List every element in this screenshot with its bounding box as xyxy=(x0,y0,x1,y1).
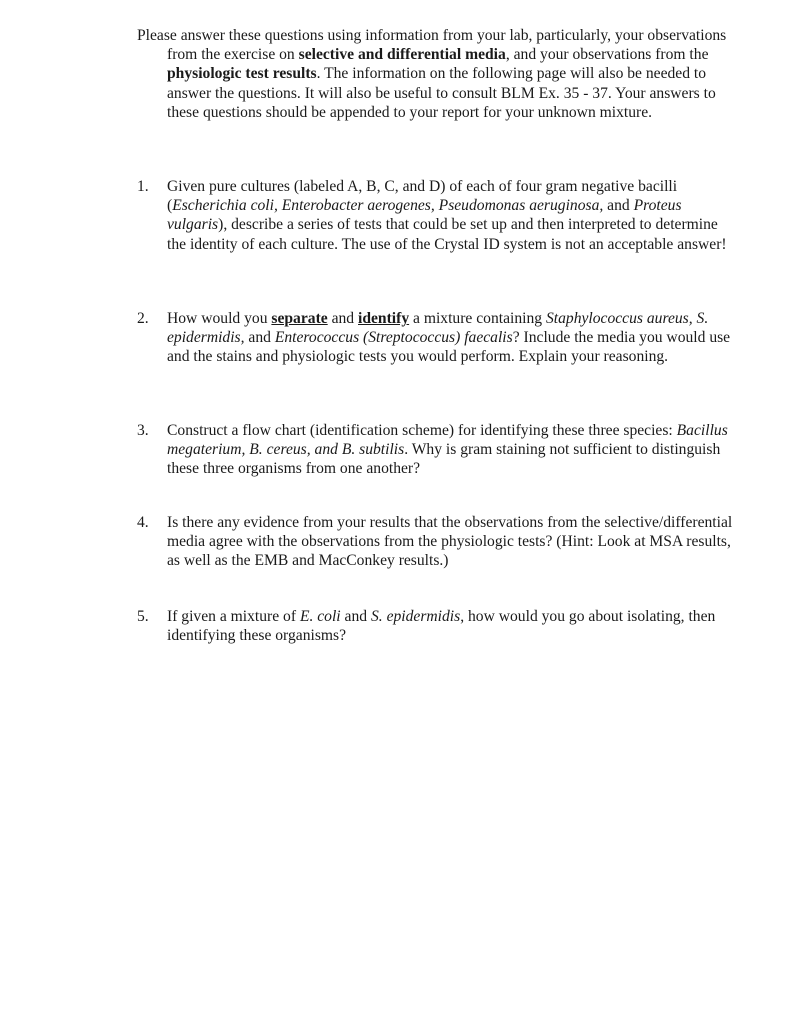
question-text-part: , how would you go about isolating, then identifying these organisms? xyxy=(167,608,716,645)
question-text-part: ), describe a series of tests that could be set up and then interpreted to determine the identity of each culture. The use of the Crystal ID system is not an acceptable answer! xyxy=(167,216,727,253)
question-text-part: . Why is gram staining not sufficient to distinguish these three organisms from one another? xyxy=(167,441,721,478)
question-number: 3. xyxy=(137,422,149,439)
intro-bold-selective-media: selective and differential media xyxy=(298,46,506,64)
question-text xyxy=(167,421,737,479)
question-text xyxy=(167,607,737,645)
intro-bold-physiologic-results: physiologic test results xyxy=(167,65,317,83)
question-text-part: How would you xyxy=(167,310,272,327)
question-number: 1. xyxy=(137,178,149,195)
question-text-part: and xyxy=(327,310,358,327)
organism-name: S. epidermidis xyxy=(370,608,461,625)
question-text-part: If given a mixture of xyxy=(167,608,300,625)
question-number: 2. xyxy=(137,310,149,327)
question-text xyxy=(167,513,737,571)
question-4 xyxy=(137,513,737,571)
intro-text-2: , and your observations from the xyxy=(505,46,709,64)
organism-name: Proteus vulgaris xyxy=(167,197,682,234)
question-text-part: and xyxy=(244,329,275,347)
organism-name: Enterococcus (Streptococcus) faecalis xyxy=(274,329,513,347)
intro-text-1: Please answer these questions using information from your lab, particularly, your observations from the exercise on xyxy=(137,27,727,64)
question-5 xyxy=(137,607,737,645)
question-text xyxy=(167,177,737,254)
question-text xyxy=(167,309,737,367)
question-text-part: ? Include the media you would use and the stains and physiologic tests you would perform. Explain your reasoning. xyxy=(167,329,731,366)
organism-names: Escherichia coli, Enterobacter aerogenes, Pseudomonas aeruginosa, xyxy=(172,197,604,215)
question-text-part: Given pure cultures (labeled A, B, C, and D) of each of four gram negative bacilli ( xyxy=(167,178,678,215)
organism-names: Bacillus megaterium, B. cereus, and B. subtilis xyxy=(167,422,728,459)
question-text-part: and xyxy=(603,197,634,215)
question-text-part: Is there any evidence from your results that the observations from the selective/differential media agree with the observations from the physiologic tests? (Hint: Look at MSA results, as well as the EMB and MacConkey results.) xyxy=(167,514,733,570)
question-2 xyxy=(137,309,737,367)
question-number: 5. xyxy=(137,608,149,625)
emphasis-separate: separate xyxy=(271,310,328,327)
intro-paragraph xyxy=(137,26,737,122)
question-1 xyxy=(137,177,737,254)
question-3 xyxy=(137,421,737,479)
organism-name: E. coli xyxy=(299,608,341,625)
question-number: 4. xyxy=(137,514,149,531)
organism-names: Staphylococcus aureus, S. epidermidis, xyxy=(167,310,709,347)
emphasis-identify: identify xyxy=(358,310,410,327)
question-text-part: Construct a flow chart (identification scheme) for identifying these three species: xyxy=(167,422,677,439)
question-text-part: and xyxy=(340,608,371,625)
intro-text-3: . The information on the following page will also be needed to answer the questions. It will also be useful to consult BLM Ex. 35 - 37. Your answers to these questions should be appended to your report for your unknown mixture. xyxy=(167,65,716,121)
question-text-part: a mixture containing xyxy=(409,310,546,327)
